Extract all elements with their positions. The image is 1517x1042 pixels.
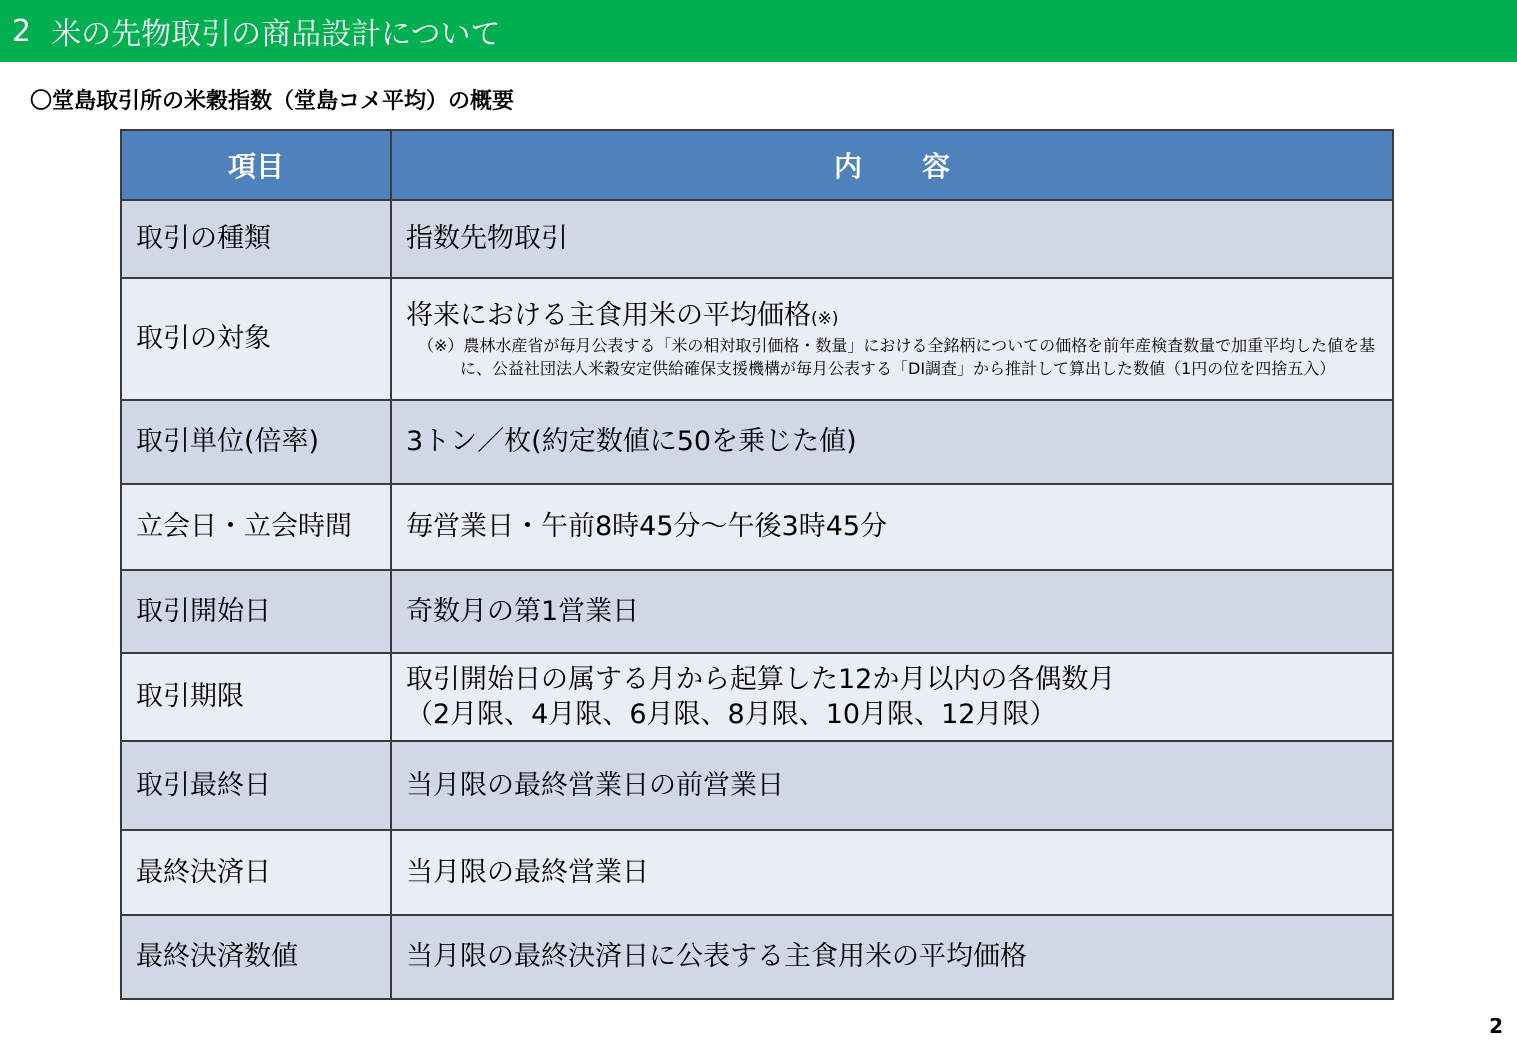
row-item: 取引開始日 (121, 570, 391, 653)
content-line-1: 取引開始日の属する月から起算した12か月以内の各偶数月 (406, 663, 1116, 695)
row-item: 最終決済日 (121, 830, 391, 915)
content-main: 将来における主食用米の平均価格 (406, 300, 811, 332)
row-content: 当月限の最終営業日の前営業日 (391, 741, 1393, 830)
row-item: 立会日・立会時間 (121, 484, 391, 570)
table-row (121, 400, 1393, 484)
table-row (121, 741, 1393, 830)
row-item: 取引の対象 (121, 278, 391, 400)
table-header-row (121, 130, 1393, 200)
table-row (121, 915, 1393, 999)
page-title: 米の先物取引の商品設計について (51, 17, 501, 52)
row-content (391, 278, 1393, 400)
row-content: 指数先物取引 (391, 200, 1393, 278)
row-item: 取引期限 (121, 653, 391, 741)
row-item: 最終決済数値 (121, 915, 391, 999)
note-mark: (※) (811, 309, 839, 330)
page-number: 2 (1489, 1014, 1503, 1038)
section-subtitle: 〇堂島取引所の米穀指数（堂島コメ平均）の概要 (30, 89, 515, 114)
row-content: 当月限の最終営業日 (391, 830, 1393, 915)
table-row (121, 830, 1393, 915)
table-row (121, 570, 1393, 653)
row-content: 3トン／枚(約定数値に50を乗じた値) (391, 400, 1393, 484)
content-note: （※）農林水産省が毎月公表する「米の相対取引価格・数量」における全銘柄についての価格を前年産検査数量で加重平均した値を基に、公益社団法人米穀安定供給確保支援機構が毎月公表する「DI調査」から推計して算出した数値（1円の位を四捨五入） (418, 336, 1376, 378)
header-content: 内容 (391, 130, 1393, 200)
table-row (121, 484, 1393, 570)
table-row (121, 653, 1393, 741)
content-line-2: （2月限、4月限、6月限、8月限、10月限、12月限） (406, 699, 1057, 730)
row-content: 当月限の最終決済日に公表する主食用米の平均価格 (391, 915, 1393, 999)
table-row (121, 278, 1393, 400)
row-content: 毎営業日・午前8時45分～午後3時45分 (391, 484, 1393, 570)
row-item: 取引単位(倍率) (121, 400, 391, 484)
title-bar (0, 0, 1517, 62)
row-content (391, 653, 1393, 741)
section-number: 2 (12, 13, 32, 49)
header-item: 項目 (121, 130, 391, 200)
row-content: 奇数月の第1営業日 (391, 570, 1393, 653)
spec-table (120, 129, 1394, 1000)
table-row (121, 200, 1393, 278)
row-item: 取引最終日 (121, 741, 391, 830)
row-item: 取引の種類 (121, 200, 391, 278)
